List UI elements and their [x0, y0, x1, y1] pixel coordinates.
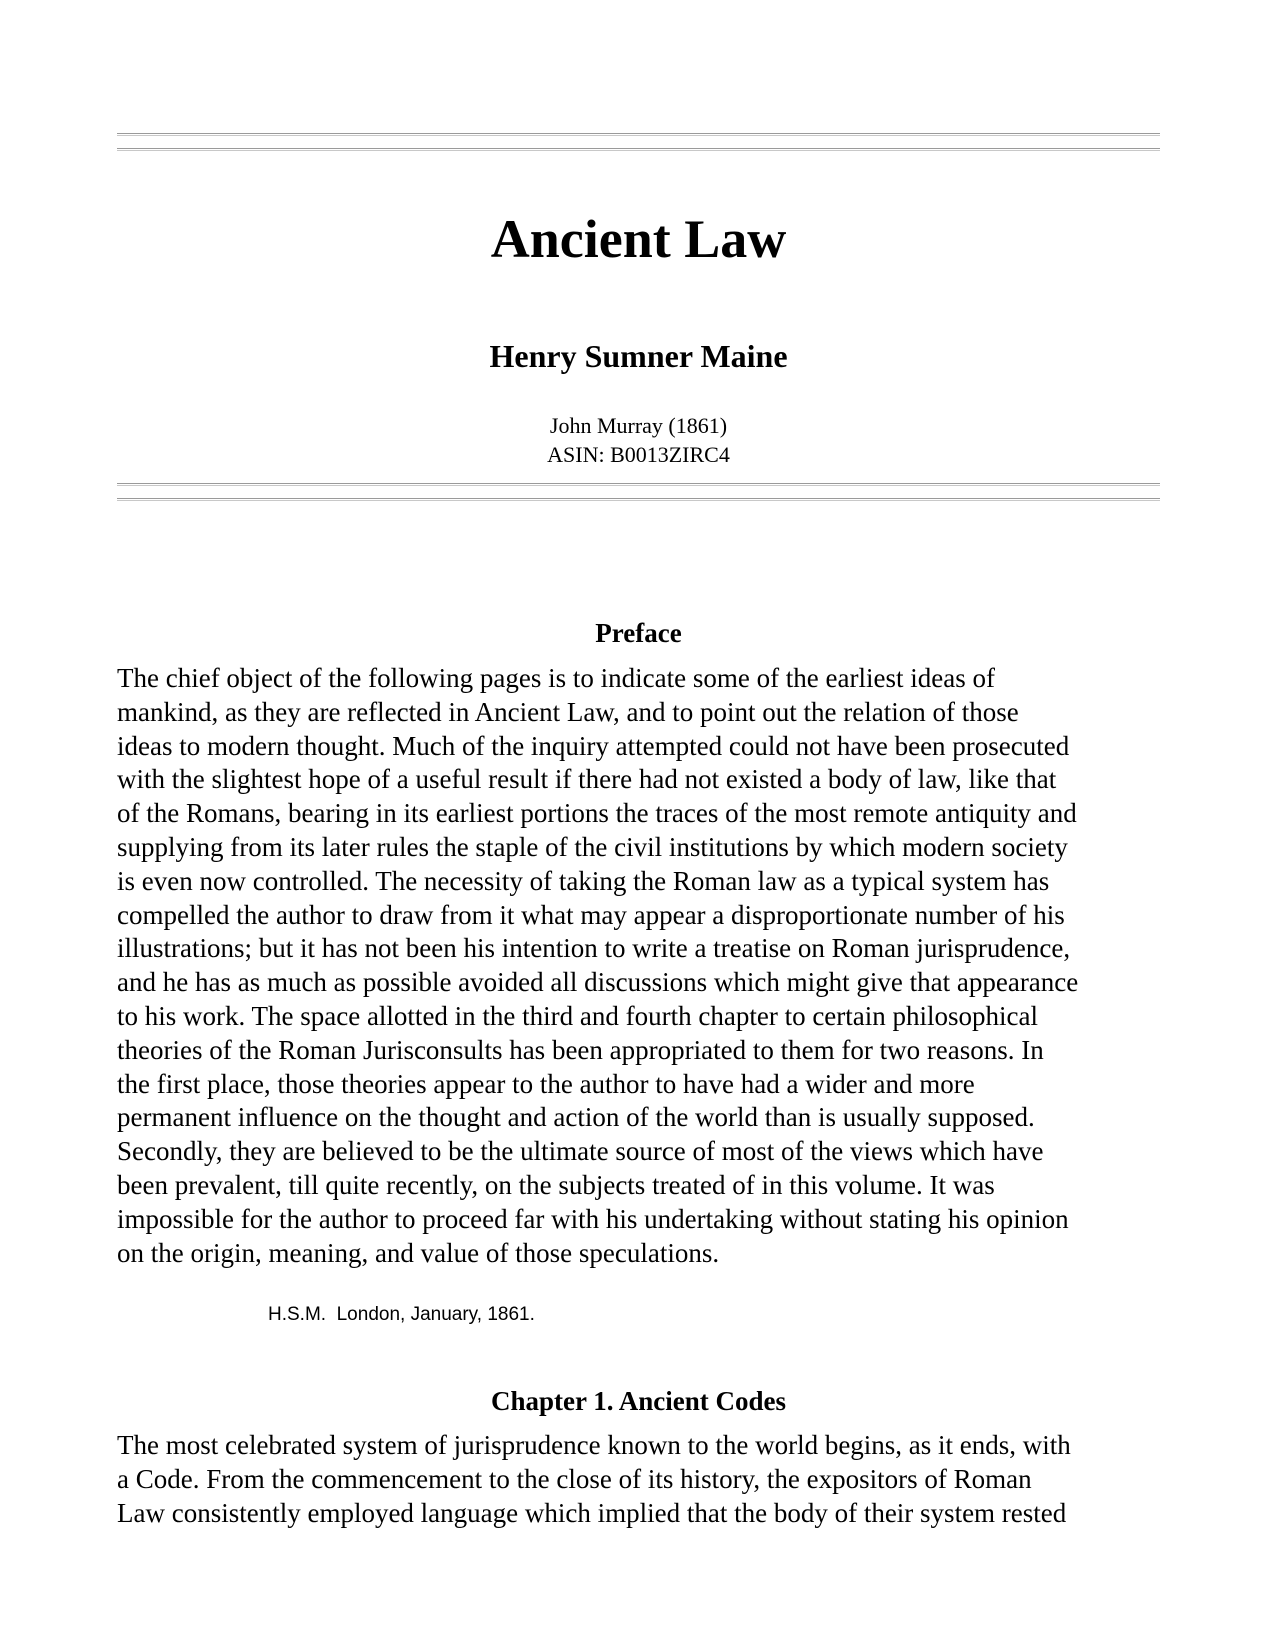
top-double-rule	[117, 133, 1160, 153]
top-rule-line-1	[117, 133, 1160, 136]
preface-line: been prevalent, till quite recently, on the subjects treated of in this volume. It was	[117, 1169, 995, 1200]
preface-line: impossible for the author to proceed far with his undertaking without stating his opinion	[117, 1203, 1069, 1234]
preface-signature: H.S.M. London, January, 1861.	[268, 1304, 535, 1325]
preface-line: illustrations; but it has not been his intention to write a treatise on Roman jurisprudence,	[117, 933, 1071, 964]
preface-line: to his work. The space allotted in the third and fourth chapter to certain philosophical	[117, 1000, 1038, 1031]
preface-line: is even now controlled. The necessity of taking the Roman law as a typical system has	[117, 865, 1050, 896]
preface-line: with the slightest hope of a useful result if there had not existed a body of law, like that	[117, 764, 1057, 795]
book-title: Ancient Law	[490, 209, 787, 269]
chapter-line: Law consistently employed language which implied that the body of their system rested	[117, 1497, 1067, 1528]
preface-line: and he has as much as possible avoided all discussions which might give that appearance	[117, 967, 1079, 998]
preface-line: supplying from its later rules the staple of the civil institutions by which modern society	[117, 831, 1068, 862]
book-author: Henry Sumner Maine	[489, 338, 788, 374]
preface-line: compelled the author to draw from it what may appear a disproportionate number of his	[117, 899, 1065, 930]
preface-heading: Preface	[595, 618, 682, 648]
top-rule-line-2	[117, 148, 1160, 151]
preface-paragraph	[117, 662, 1160, 1270]
bottom-double-rule	[117, 483, 1160, 503]
preface-line: the first place, those theories appear to the author to have had a wider and more	[117, 1068, 975, 1099]
bottom-rule-line-1	[117, 483, 1160, 486]
publisher-line: John Murray (1861)	[549, 413, 728, 438]
preface-line: theories of the Roman Jurisconsults has been appropriated to them for two reasons. In	[117, 1034, 1044, 1065]
preface-line: permanent influence on the thought and action of the world than is usually supposed.	[117, 1102, 1035, 1133]
chapter-line: The most celebrated system of jurisprudence known to the world begins, as it ends, with	[117, 1430, 1071, 1460]
preface-line: of the Romans, bearing in its earliest portions the traces of the most remote antiquity and	[117, 798, 1077, 829]
chapter-line: a Code. From the commencement to the close of its history, the expositors of Roman	[117, 1463, 1032, 1494]
chapter-1-heading: Chapter 1. Ancient Codes	[490, 1386, 786, 1416]
publication-info	[117, 411, 1160, 469]
preface-line: Secondly, they are believed to be the ultimate source of most of the views which have	[117, 1136, 1044, 1167]
preface-line: on the origin, meaning, and value of those speculations.	[117, 1237, 720, 1268]
preface-line: mankind, as they are reflected in Ancient Law, and to point out the relation of those	[117, 696, 1019, 727]
chapter-1-paragraph	[117, 1429, 1160, 1530]
preface-line: ideas to modern thought. Much of the inquiry attempted could not have been prosecuted	[117, 730, 1070, 761]
asin-line: ASIN: B0013ZIRC4	[547, 442, 730, 467]
bottom-rule-line-2	[117, 498, 1160, 501]
preface-line: The chief object of the following pages is to indicate some of the earliest ideas of	[117, 663, 995, 693]
